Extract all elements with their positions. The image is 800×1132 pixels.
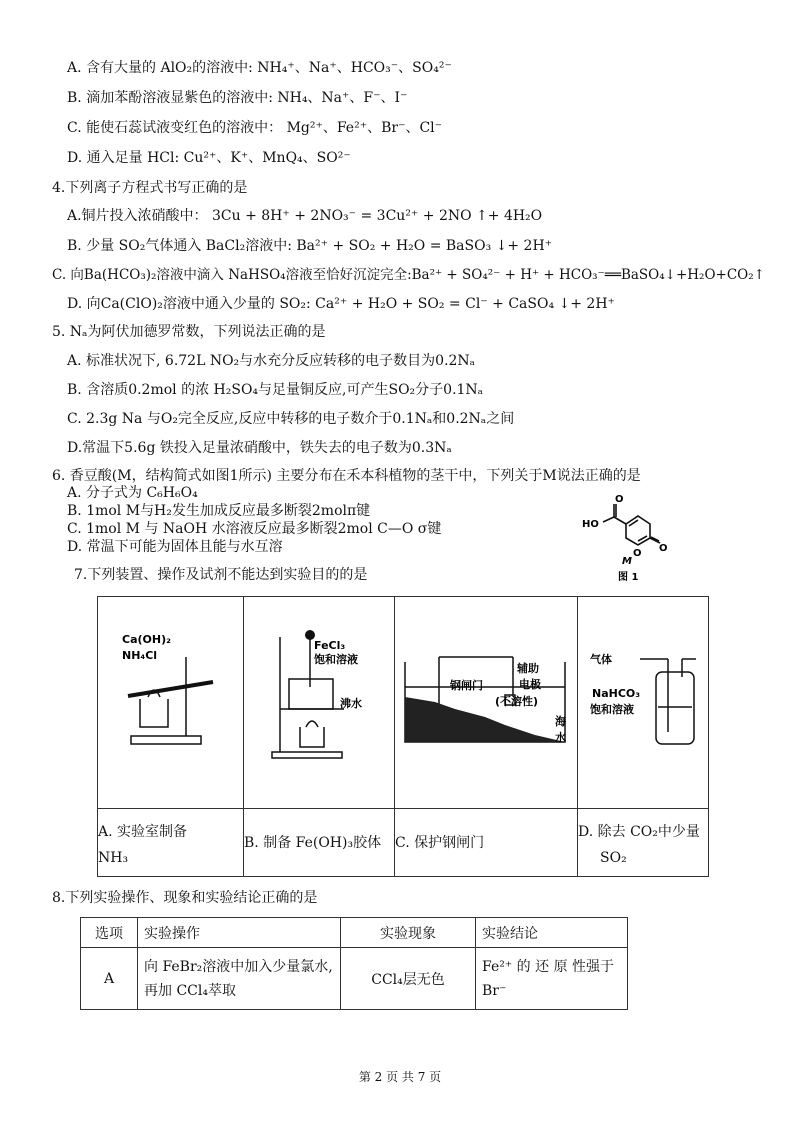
q8-header-phenomenon: 实验现象 (341, 918, 476, 948)
fig-a-label-1: Ca(OH)₂ (122, 633, 171, 646)
q5-option-a: A. 标准状况下, 6.72L NO₂与水充分反应转移的电子数目为0.2Nₐ (67, 353, 476, 369)
q8-stem: 8.下列实验操作、现象和实验结论正确的是 (52, 890, 318, 906)
q5-stem: 5. Nₐ为阿伏加德罗常数，下列说法正确的是 (52, 324, 326, 340)
figure-1-m-label: M (622, 556, 632, 567)
fig-c-label-4: (不溶性) (495, 695, 539, 708)
q7-caption-a-line1: A. 实验室制备 (98, 824, 188, 840)
fig-c-label-3: 电极 (519, 678, 541, 691)
fig-d-label-2: NaHCO₃ (592, 687, 641, 700)
q7-stem: 7.下列装置、操作及试剂不能达到实验目的的是 (74, 567, 368, 583)
q7-figure-a (98, 597, 244, 809)
q4-option-c: C. 向Ba(HCO₃)₂溶液中滴入 NaHSO₄溶液至恰好沉淀完全:Ba²⁺ + SO₄²⁻ + H⁺ + HCO₃⁻══BaSO₄↓+H₂O+CO₂↑ (52, 267, 765, 283)
svg-text:O: O (615, 494, 624, 505)
q5-option-b: B. 含溶质0.2mol 的浓 H₂SO₄与足量铜反应,可产生SO₂分子0.1Nₐ (67, 382, 484, 398)
svg-text:O: O (659, 543, 668, 554)
q7-caption-c: C. 保护钢闸门 (395, 809, 578, 877)
q7-caption-d-line1: D. 除去 CO₂中少量 (578, 824, 700, 840)
q6-option-c: C. 1mol M 与 NaOH 水溶液反应最多断裂2mol C—O σ键 (67, 521, 442, 537)
fig-b-label-1: FeCl₃ (314, 639, 346, 652)
q4-option-a: A.铜片投入浓硝酸中： 3Cu + 8H⁺ + 2NO₃⁻ = 3Cu²⁺ + 2NO ↑+ 4H₂O (67, 208, 543, 224)
q7-caption-a-line2: NH₃ (98, 850, 129, 866)
q6-option-d: D. 常温下可能为固体且能与水互溶 (67, 539, 283, 555)
q8-row-a-operation (138, 948, 341, 1010)
q8-header-operation: 实验操作 (138, 918, 341, 948)
figure-1-ho-label: HO (582, 519, 599, 530)
q8-row-a-conclusion-line2: Br⁻ (482, 982, 507, 999)
q8-row-a-conclusion (476, 948, 628, 1010)
fig-b-label-3: 沸水 (340, 697, 362, 710)
q5-option-d: D.常温下5.6g 铁投入足量浓硝酸中，铁失去的电子数为0.3Nₐ (67, 440, 452, 456)
q7-figure-b (244, 597, 395, 809)
fig-c-label-1: 钢闸门 (450, 679, 483, 692)
q7-caption-d-line2: SO₂ (600, 850, 627, 866)
q8-row-a-conclusion-line1: Fe²⁺ 的 还 原 性强于 (482, 958, 615, 975)
q4-stem: 4.下列离子方程式书写正确的是 (52, 180, 248, 196)
q3-option-b: B. 滴加苯酚溶液显紫色的溶液中: NH₄、Na⁺、F⁻、I⁻ (67, 90, 408, 106)
page-footer: 第 2 页 共 7 页 (358, 1070, 442, 1084)
q8-header-option: 选项 (81, 918, 138, 948)
q8-row-a-option: A (81, 948, 138, 1010)
q7-caption-d (578, 809, 709, 877)
fig-c-label-6: 水 (555, 731, 566, 744)
q4-option-b: B. 少量 SO₂气体通入 BaCl₂溶液中: Ba²⁺ + SO₂ + H₂O = BaSO₃ ↓+ 2H⁺ (67, 238, 553, 254)
svg-text:O: O (633, 548, 642, 559)
q7-figure-d (578, 597, 709, 809)
fig-c-label-5: 海 (555, 715, 566, 728)
q7-figure-c (395, 597, 578, 809)
fig-a-label-2: NH₄Cl (122, 649, 158, 662)
q7-apparatus-table (97, 596, 709, 877)
fig-c-label-2: 辅助 (517, 662, 539, 675)
fig-d-label-3: 饱和溶液 (590, 703, 634, 716)
q8-row-a-operation-line1: 向 FeBr₂溶液中加入少量氯水, (144, 958, 333, 975)
q3-option-d: D. 通入足量 HCl: Cu²⁺、K⁺、MnQ₄、SO²⁻ (67, 150, 351, 166)
q6-stem: 6. 香豆酸(M，结构简式如图1所示) 主要分布在禾本科植物的茎干中，下列关于M说法正确的是 (52, 468, 641, 484)
q8-row-a-operation-line2: 再加 CCl₄萃取 (144, 982, 236, 999)
figure-1-structure (578, 492, 688, 582)
q8-table (80, 917, 628, 1010)
fig-b-label-2: 饱和溶液 (314, 653, 358, 666)
fig-d-label-1: 气体 (590, 653, 612, 666)
q7-caption-b: B. 制备 Fe(OH)₃胶体 (244, 809, 395, 877)
q4-option-d: D. 向Ca(ClO)₂溶液中通入少量的 SO₂: Ca²⁺ + H₂O + SO₂ = Cl⁻ + CaSO₄ ↓+ 2H⁺ (67, 296, 615, 312)
q6-option-b: B. 1mol M与H₂发生加成反应最多断裂2molπ键 (67, 503, 371, 519)
q5-option-c: C. 2.3g Na 与O₂完全反应,反应中转移的电子数介于0.1Nₐ和0.2Nₐ之间 (67, 411, 515, 427)
q8-row-a-phenomenon: CCl₄层无色 (341, 948, 476, 1010)
figure-1-caption: 图 1 (618, 572, 639, 582)
q3-option-a: A. 含有大量的 AlO₂的溶液中: NH₄⁺、Na⁺、HCO₃⁻、SO₄²⁻ (67, 60, 452, 76)
q3-option-c: C. 能使石蕊试液变红色的溶液中： Mg²⁺、Fe²⁺、Br⁻、Cl⁻ (67, 120, 443, 136)
q8-header-conclusion: 实验结论 (476, 918, 628, 948)
q7-caption-a (98, 809, 244, 877)
q6-option-a: A. 分子式为 C₆H₆O₄ (67, 485, 198, 501)
